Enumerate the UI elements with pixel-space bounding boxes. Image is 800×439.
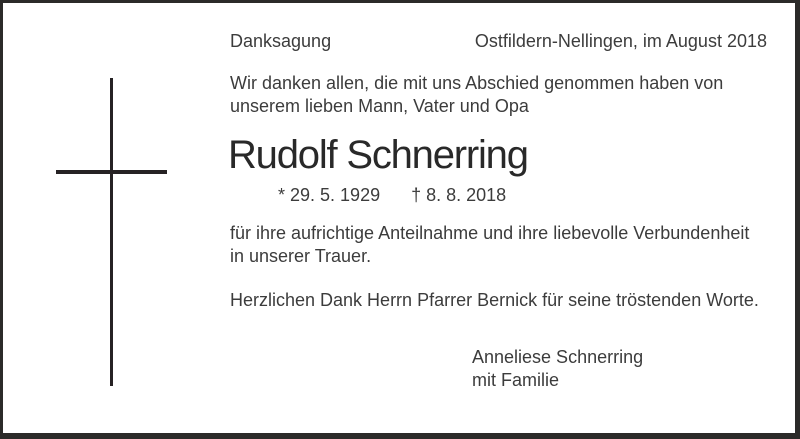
notice-content [230,0,767,439]
cross-horizontal-bar [56,170,167,174]
thanks-line-2: in unserer Trauer. [230,246,372,266]
thanks-line-1: für ihre aufrichtige Anteilnahme und ihre liebevolle Verbundenheit [230,223,750,243]
signature-block [472,346,643,392]
dateline: Ostfildern-Nellingen, im August 2018 [474,31,767,51]
deceased-name: Rudolf Schnerring [228,133,528,177]
thanks-paragraph [230,222,749,268]
notice-header [230,30,767,53]
life-dates [278,184,506,207]
intro-paragraph [230,72,723,118]
birth-date: * 29. 5. 1929 [278,185,381,205]
pastor-thanks-paragraph: Herzlichen Dank Herrn Pfarrer Bernick für seine tröstenden Worte. [230,290,759,310]
signature-family: mit Familie [472,370,560,390]
notice-type-label: Danksagung [230,31,332,51]
cross-vertical-bar [110,78,113,386]
intro-line-2: unserem lieben Mann, Vater und Opa [230,96,529,116]
death-date: † 8. 8. 2018 [411,185,507,205]
intro-line-1: Wir danken allen, die mit uns Abschied genommen haben von [230,73,724,93]
signature-name: Anneliese Schnerring [472,347,644,367]
